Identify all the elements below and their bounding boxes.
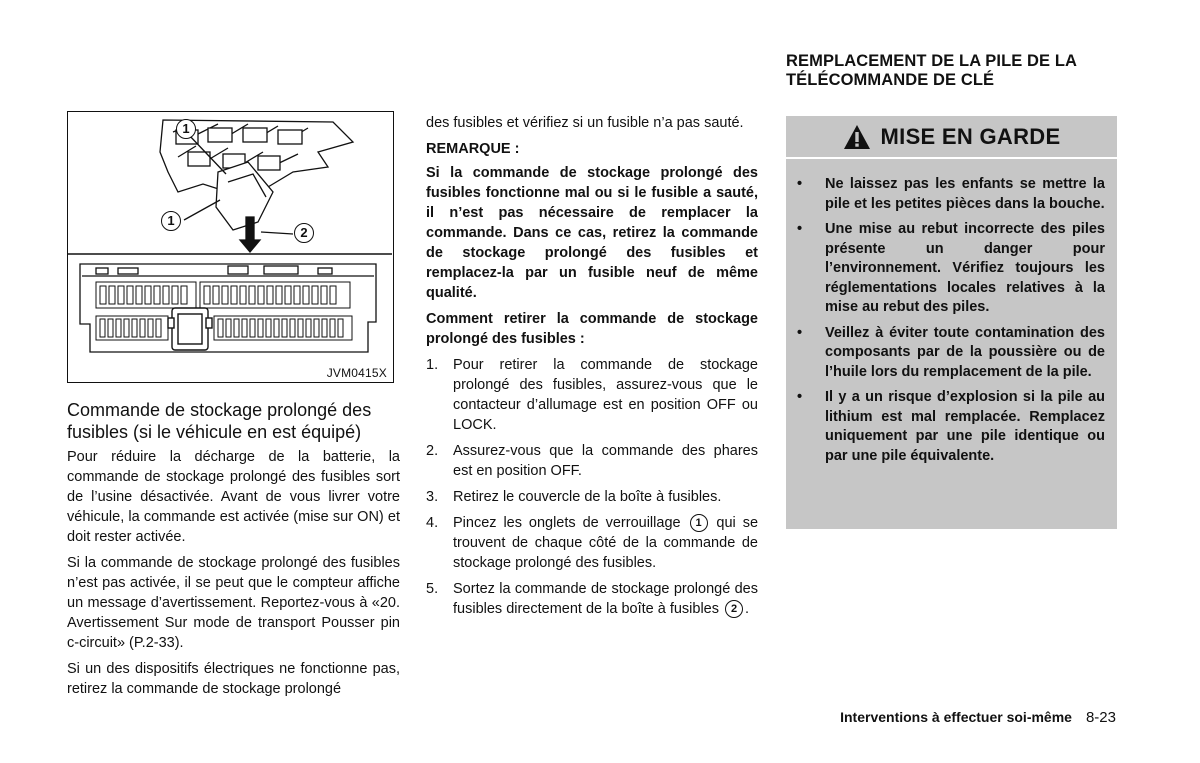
warning-item-text: Ne laissez pas les enfants se mettre la pile et les petites pièces dans la bouche. [825, 176, 1105, 212]
step-text: . [745, 601, 750, 617]
warning-list [786, 175, 1117, 472]
warning-header [786, 116, 1117, 159]
step-item [426, 513, 758, 573]
callout-1-top: 1 [176, 119, 196, 139]
battery-replacement-heading: REMPLACEMENT DE LA PILE DE LA TÉLÉCOMMANDE DE CLÉ [786, 52, 1077, 89]
fuse-box-illustration [68, 112, 392, 381]
step-text: qui se trouvent de chaque côté de la commande de stockage prolongé des fusibles. [453, 515, 759, 571]
warning-box [786, 116, 1117, 529]
callout-1-inline: 1 [690, 514, 708, 532]
section-title: Commande de stockage prolongé des fusibles (si le véhicule en est équipé) [67, 400, 372, 442]
paragraph: Pour réduire la décharge de la batterie, la commande de stockage prolongé des fusibles sort de l’usine désactivée. Avant de vous livrer votre véhicule, la commande est activée (mise sur ON) et doit rester activée. [67, 449, 400, 545]
warning-item-text: Une mise au rebut incorrecte des piles présente un danger pour l’environnement. Vérifiez toujours les réglementations locales relatives à la mise au rebut des piles. [825, 221, 1105, 315]
step-text: Sortez la commande de stockage prolongé des fusibles directement de la boîte à fusibles [453, 581, 758, 617]
step-number: 5. [426, 581, 439, 597]
step-item [426, 441, 758, 481]
bullet: • [797, 324, 803, 341]
warning-triangle-icon [843, 124, 871, 150]
section-body [67, 447, 400, 705]
step-text: Retirez le couvercle de la boîte à fusibles. [453, 489, 722, 505]
figure-code: JVM0415X [326, 366, 387, 380]
paragraph-continuation: des fusibles et vérifiez si un fusible n’a pas sauté. [426, 115, 744, 131]
steps-list [426, 355, 758, 619]
howto-heading: Comment retirer la commande de stockage prolongé des fusibles : [426, 311, 758, 347]
warning-item [786, 388, 1117, 466]
step-text: Pour retirer la commande de stockage prolongé des fusibles, assurez-vous que le contacteur d’allumage est en position OFF ou LOCK. [453, 357, 758, 433]
callout-2-inline: 2 [725, 600, 743, 618]
callout-2: 2 [294, 223, 314, 243]
step-item [426, 579, 758, 619]
step-number: 2. [426, 443, 439, 459]
remark-text: Si la commande de stockage prolongé des fusibles fonctionne mal ou si le fusible a sauté, il n’est pas nécessaire de remplacer la commande. Dans ce cas, retirez la commande de stockage prolongé des fusibles et remplacez-la par un fusible neuf de même qualité. [426, 165, 758, 301]
page-footer [840, 709, 1116, 726]
bullet: • [797, 176, 803, 192]
bullet: • [797, 389, 803, 405]
warning-item-text: Veillez à éviter toute contamination des composants par de la poussière ou de l’huile lors du remplacement de la pile. [825, 324, 1105, 380]
footer-section-title: Interventions à effectuer soi-même [840, 709, 1072, 725]
step-number: 4. [426, 515, 439, 531]
page-number: 8-23 [1085, 709, 1116, 726]
bullet: • [797, 221, 803, 237]
paragraph: Si la commande de stockage prolongé des fusibles n’est pas activée, il se peut que le compteur affiche un message d’avertissement. Reportez-vous à «20. Avertissement Sur mode de transport Pousser pin c-circuit» (P.2-33). [67, 555, 400, 651]
remark-label: REMARQUE : [426, 141, 520, 157]
callout-1-bottom: 1 [161, 211, 181, 231]
warning-item [786, 324, 1117, 383]
step-number: 1. [426, 357, 439, 373]
warning-title: MISE EN GARDE [880, 123, 1061, 149]
step-item [426, 487, 758, 507]
step-item [426, 355, 758, 435]
warning-item [786, 175, 1117, 214]
step-number: 3. [426, 489, 439, 505]
paragraph: Si un des dispositifs électriques ne fonctionne pas, retirez la commande de stockage prolongé [67, 661, 400, 697]
fuse-box-figure [67, 111, 394, 383]
warning-item [786, 220, 1117, 318]
step-text: Assurez-vous que la commande des phares est en position OFF. [453, 443, 758, 479]
warning-item-text: Il y a un risque d’explosion si la pile au lithium est mal remplacée. Remplacez uniquement par une pile identique ou par une pile équivalente. [825, 389, 1105, 464]
step-text: Pincez les onglets de verrouillage [453, 515, 681, 531]
